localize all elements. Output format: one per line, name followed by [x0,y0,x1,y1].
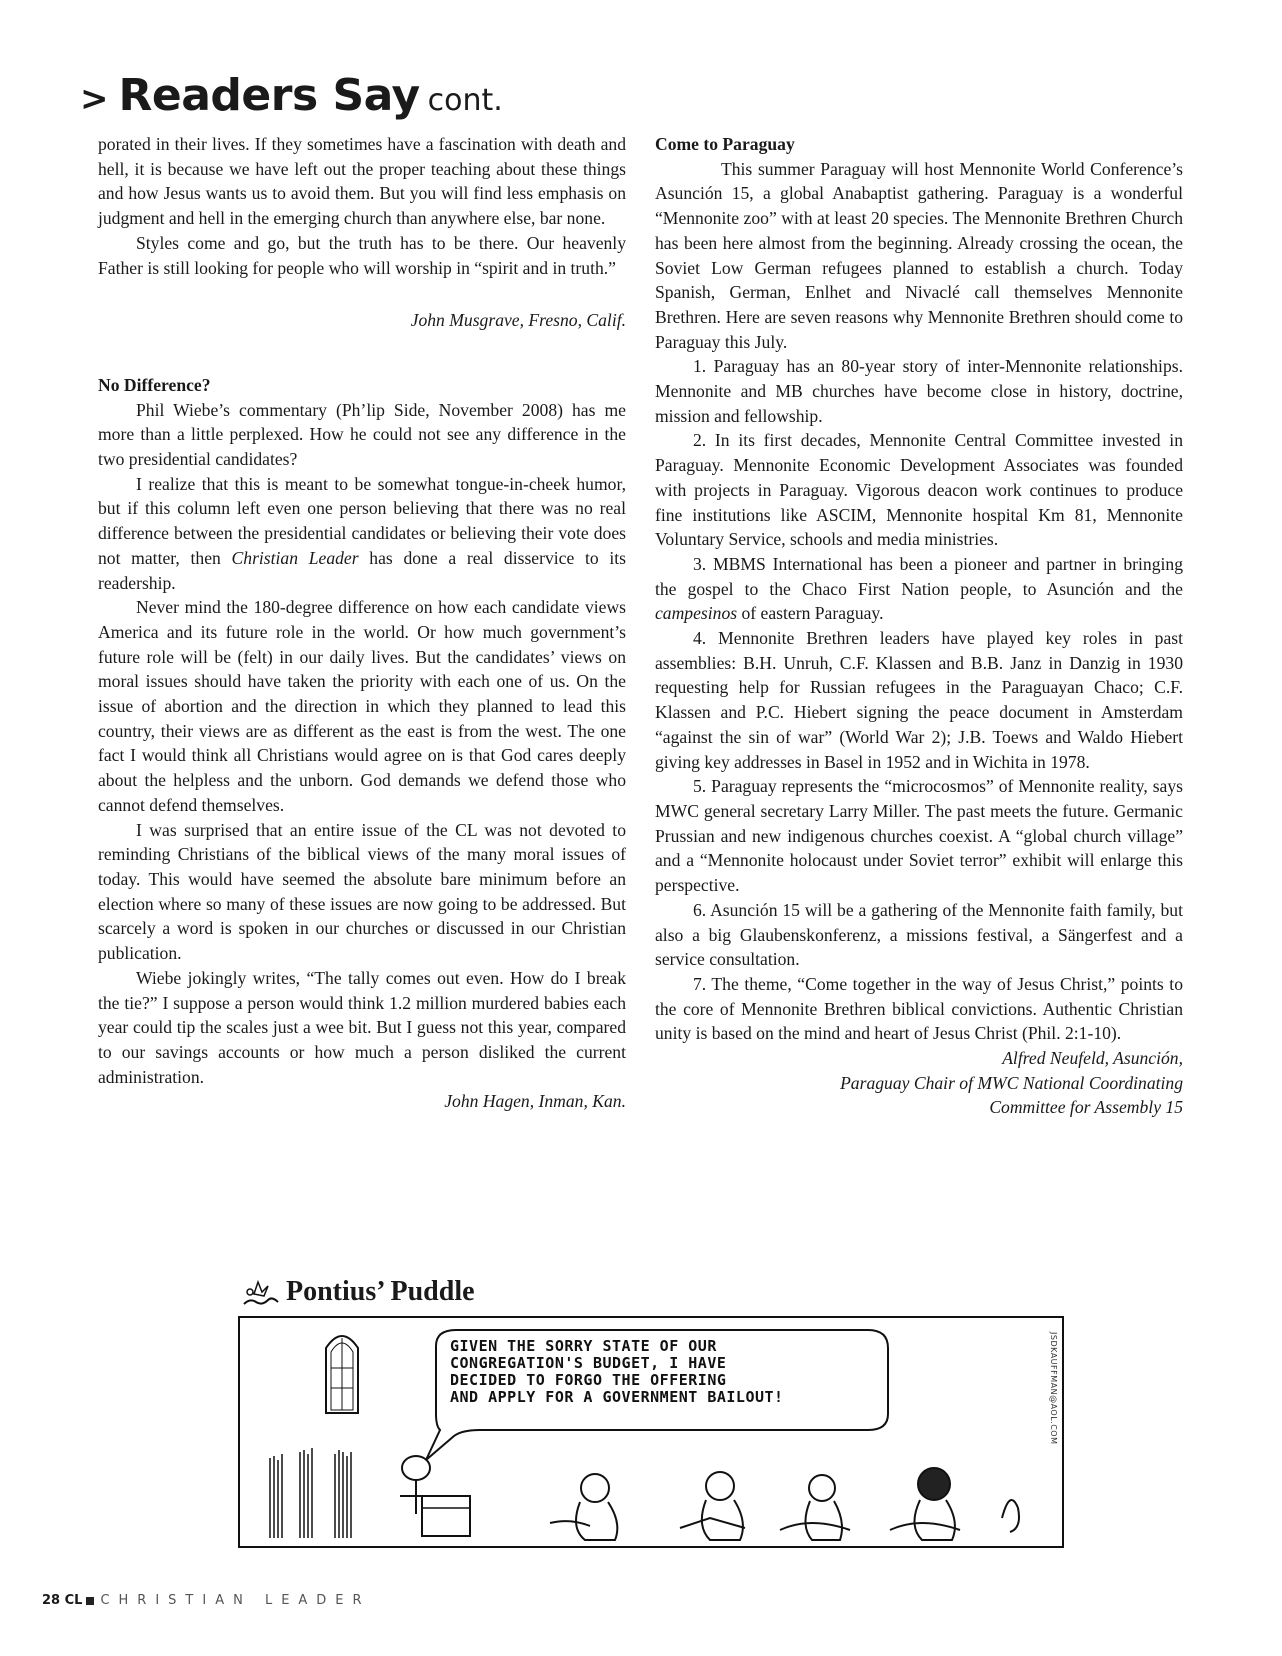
letter3-paragraph: This summer Paraguay will host Mennonite World Conference’s Asunción 15, a global Anabaptist gathering. Paraguay is a wonderful “Mennonite zoo” with at least 20 species. The Mennonite Brethren Church has been here almost from the beginning. Already crossing the ocean, the Soviet Low German refugees planned to establish a church. Today Spanish, German, Enlhet and Nivaclé call themselves Mennonite Brethren. Here are seven reasons why Mennonite Brethren should come to Paraguay this July. [655,158,1183,352]
letter1-paragraph: Styles come and go, but the truth has to be there. Our heavenly Father is still looking for people who will worship in “spirit and in truth.” [98,232,626,278]
speech-line: AND APPLY FOR A GOVERNMENT BAILOUT! [450,1388,784,1406]
page-number: 28 CL [42,1593,83,1608]
section-header [80,70,503,120]
text-run: 3. MBMS International has been a pioneer and partner in bringing the gospel to the Chaco First Nation people, to Asunción and the [655,553,1183,599]
letter3-item: 7. The theme, “Come together in the way of Jesus Christ,” points to the core of Mennonite Brethren biblical convictions. Authentic Christian unity is based on the mind and heart of Jesus Christ (Phil. 2:1-10). [655,973,1183,1044]
text-run: I realize that this is meant to be somewhat tongue-in-cheek humor, but if this column left even one person believing that there was no real difference between the presidential candidates or believing their vote does not matter, then [98,473,626,568]
letter3-item: 2. In its first decades, Mennonite Central Committee invested in Paraguay. Mennonite Economic Development Associates was founded with projects in Paraguay. Vigorous deacon work continues to produce fine institutions like ASCIM, Mennonite hospital Km 81, Mennonite Voluntary Service, schools and media ministries. [655,430,1183,550]
letter3-signature-line: Alfred Neufeld, Asunción, [1002,1048,1183,1069]
letter2-heading: No Difference? [98,374,211,395]
right-column [655,132,1183,1120]
text-run: of eastern Paraguay. [737,603,884,624]
section-title-suffix: cont. [427,83,503,118]
letter3-item: 5. Paraguay represents the “microcosmos” of Mennonite reality, says MWC general secretary Larry Miller. The past meets the future. Germanic Prussian and new indigenous churches coexist. A “global church village” and a “Mennonite holocaust under Soviet terror” exhibit will enlarge this perspective. [655,776,1183,896]
letter3-signature-line: Paraguay Chair of MWC National Coordinating [840,1072,1183,1093]
speech-line: DECIDED TO FORGO THE OFFERING [450,1371,727,1389]
text-run: has done a real disservice to its readership. [98,547,626,593]
letter2-paragraph: Phil Wiebe’s commentary (Ph’lip Side, November 2008) has me more than a little perplexed. How he could not see any difference in the two presidential candidates? [98,399,626,470]
page-footer [42,1593,371,1608]
letter3-item: 4. Mennonite Brethren leaders have played key roles in past assemblies: B.H. Unruh, C.F. Klassen and B.B. Janz in Danzig in 1930 requesting help for Russian refugees in the Paraguayan Chaco; C.F. Klassen and P.C. Hiebert signing the peace document in Amsterdam “against the sin of war” (World War 2); J.B. Toews and Waldo Hiebert giving key addresses in Basel in 1952 and in Wichita in 1978. [655,628,1183,772]
comic-title [240,1276,475,1308]
comic-logo-icon [240,1276,280,1308]
comic-title-text: Pontius’ Puddle [286,1276,475,1307]
speech-line: CONGREGATION'S BUDGET, I HAVE [450,1354,727,1372]
speech-line: GIVEN THE SORRY STATE OF OUR [450,1337,717,1355]
letter3-item: 6. Asunción 15 will be a gathering of the Mennonite faith family, but also a big Glaubenskonferenz, a missions festival, a Sängerfest and a service consultation. [655,899,1183,970]
letter2-paragraph: Wiebe jokingly writes, “The tally comes out even. How do I break the tie?” I suppose a person would think 1.2 million murdered babies each year could tip the scales just a wee bit. But I guess not this year, compared to our savings accounts or how much a person disliked the current administration. [98,967,626,1087]
publication-name: Christian Leader [231,547,359,568]
section-title: Readers Say [118,70,420,121]
letter3-item [655,552,1183,626]
letter3-signature-line: Committee for Assembly 15 [989,1097,1183,1118]
speech-bubble-text [450,1338,870,1406]
letter2-signature: John Hagen, Inman, Kan. [444,1091,626,1112]
letter2-paragraph: Never mind the 180-degree difference on how each candidate views America and its future role in the world. Or how much government’s future role will be (felt) in our daily lives. But the candidates’ views on moral issues should have taken the priority with each one of us. On the issue of abortion and the direction in which they planned to lead this country, their views are as different as the east is from the west. The one fact I would think all Christians would agree on is that God cares deeply about the helpless and the unborn. God demands we defend those who cannot defend themselves. [98,597,626,815]
letter3-heading: Come to Paraguay [655,134,795,154]
letter1-paragraph: porated in their lives. If they sometimes have a fascination with death and hell, it is because we have left out the proper teaching about these things and how Jesus wants us to avoid them. But you will find less emphasis on judgment and hell in the emerging church than anywhere else, bar none. [98,134,626,229]
chevron-right-icon: > [80,79,109,119]
letter2-paragraph: I was surprised that an entire issue of the CL was not devoted to reminding Christians of the biblical views of the many moral issues of today. This would have seemed the absolute bare minimum before an election where so many of these issues are now going to be addressed. But scarcely a word is spoken in our churches or discussed in our Christian publication. [98,819,626,964]
italic-term: campesinos [655,603,738,624]
comic-credit: JSDKAUFFMAN@AOL.COM [1049,1332,1058,1445]
letter1-signature: John Musgrave, Fresno, Calif. [410,310,626,331]
publication-name: CHRISTIAN LEADER [100,1593,371,1608]
comic-panel [238,1316,1064,1548]
left-column [98,132,626,1114]
square-bullet-icon [86,1597,94,1605]
letter2-paragraph [98,472,626,596]
letter3-item: 1. Paraguay has an 80-year story of inter-Mennonite relationships. Mennonite and MB churches have become close in history, doctrine, mission and fellowship. [655,356,1183,426]
